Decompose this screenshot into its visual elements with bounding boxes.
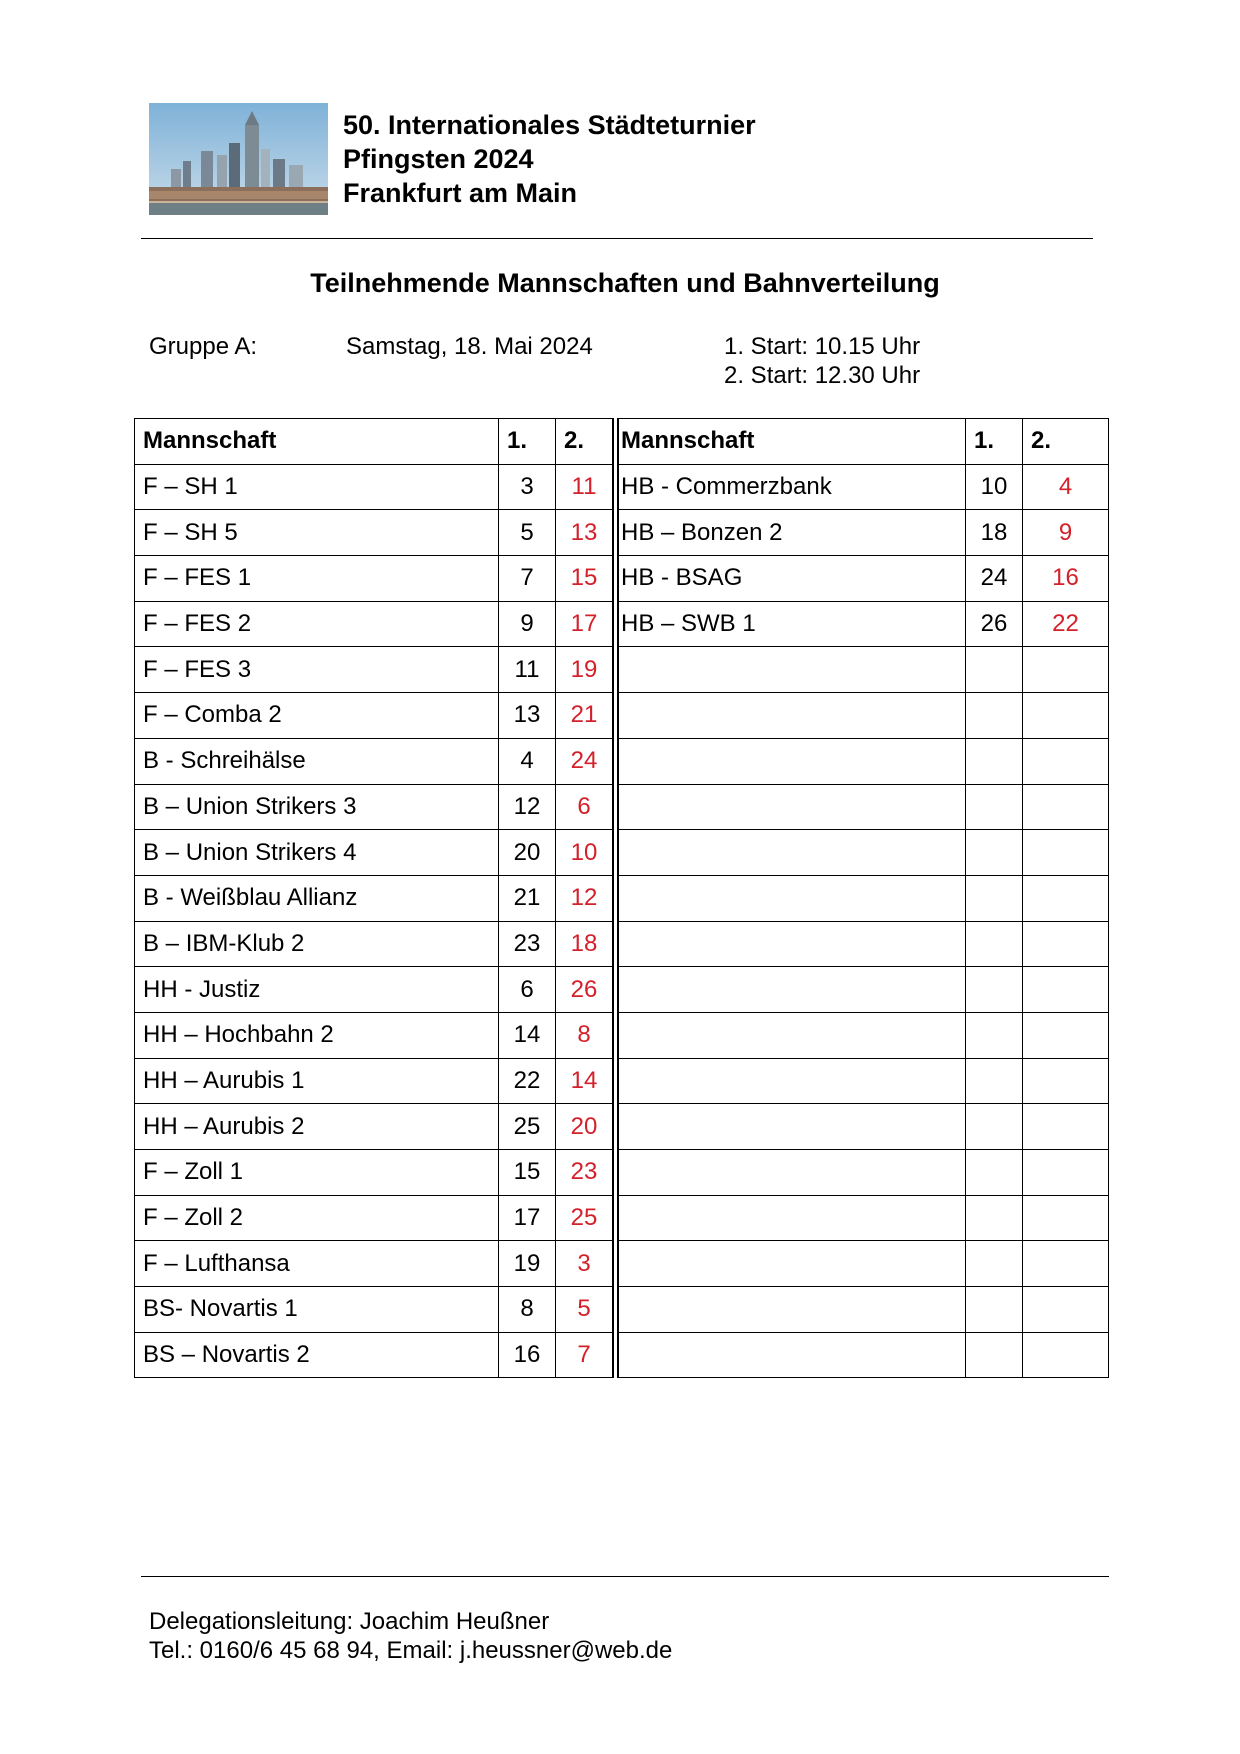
- team-left: F – FES 2: [135, 601, 499, 647]
- first-start-lane-left: 12: [499, 784, 556, 830]
- second-start-lane-left: 6: [556, 784, 616, 830]
- first-start-lane-right: [966, 830, 1023, 876]
- second-start-lane-right: 4: [1023, 464, 1109, 510]
- table-row: [135, 1332, 1109, 1378]
- table-row: [135, 875, 1109, 921]
- first-start-lane-right: [966, 1287, 1023, 1333]
- first-start-lane-left: 7: [499, 556, 556, 602]
- first-start-lane-right: [966, 784, 1023, 830]
- first-start-lane-right: [966, 1104, 1023, 1150]
- second-start-lane-left: 10: [556, 830, 616, 876]
- table-row: [135, 510, 1109, 556]
- team-right: [616, 830, 966, 876]
- team-left: F – FES 3: [135, 647, 499, 693]
- header-second-right: 2.: [1023, 419, 1109, 465]
- second-start-lane-left: 15: [556, 556, 616, 602]
- first-start-lane-left: 6: [499, 967, 556, 1013]
- first-start-lane-right: [966, 647, 1023, 693]
- team-right: [616, 1150, 966, 1196]
- team-left: F – FES 1: [135, 556, 499, 602]
- team-left: HH – Hochbahn 2: [135, 1012, 499, 1058]
- contact-info: Tel.: 0160/6 45 68 94, Email: j.heussner@web.de: [149, 1637, 673, 1664]
- header-first-right: 1.: [966, 419, 1023, 465]
- team-left: HH – Aurubis 2: [135, 1104, 499, 1150]
- first-start-lane-left: 15: [499, 1150, 556, 1196]
- second-start-lane-right: [1023, 830, 1109, 876]
- table-row: [135, 1104, 1109, 1150]
- first-start-lane-right: [966, 1058, 1023, 1104]
- second-start-lane-right: [1023, 1287, 1109, 1333]
- first-start-lane-left: 20: [499, 830, 556, 876]
- page-heading: Teilnehmende Mannschaften und Bahnverteilung: [310, 268, 940, 298]
- team-left: BS – Novartis 2: [135, 1332, 499, 1378]
- team-right: [616, 875, 966, 921]
- event-date: Samstag, 18. Mai 2024: [346, 333, 593, 360]
- second-start-lane-right: [1023, 1241, 1109, 1287]
- team-right: HB - Commerzbank: [616, 464, 966, 510]
- first-start-lane-left: 8: [499, 1287, 556, 1333]
- team-left: B – IBM-Klub 2: [135, 921, 499, 967]
- first-start-lane-right: [966, 738, 1023, 784]
- first-start-lane-right: [966, 693, 1023, 739]
- first-start-lane-left: 19: [499, 1241, 556, 1287]
- table-header-row: [135, 419, 1109, 465]
- table-row: [135, 1195, 1109, 1241]
- second-start-lane-right: [1023, 693, 1109, 739]
- team-right: HB - BSAG: [616, 556, 966, 602]
- first-start-lane-left: 13: [499, 693, 556, 739]
- team-left: BS- Novartis 1: [135, 1287, 499, 1333]
- second-start-lane-right: [1023, 1195, 1109, 1241]
- team-right: [616, 1058, 966, 1104]
- first-start-lane-left: 21: [499, 875, 556, 921]
- table-row: [135, 1287, 1109, 1333]
- team-left: B – Union Strikers 4: [135, 830, 499, 876]
- second-start-lane-left: 14: [556, 1058, 616, 1104]
- first-start-lane-right: [966, 1150, 1023, 1196]
- second-start-lane-right: [1023, 1150, 1109, 1196]
- skyline-graphic: [149, 103, 328, 215]
- team-left: HH - Justiz: [135, 967, 499, 1013]
- top-divider: [141, 238, 1093, 239]
- first-start-time: 1. Start: 10.15 Uhr: [724, 333, 921, 360]
- second-start-lane-left: 3: [556, 1241, 616, 1287]
- team-right: [616, 921, 966, 967]
- second-start-lane-right: [1023, 875, 1109, 921]
- first-start-lane-left: 25: [499, 1104, 556, 1150]
- first-start-lane-right: [966, 1195, 1023, 1241]
- table-row: [135, 830, 1109, 876]
- team-right: [616, 1104, 966, 1150]
- team-left: B – Union Strikers 3: [135, 784, 499, 830]
- first-start-lane-left: 5: [499, 510, 556, 556]
- header-team-right: Mannschaft: [616, 419, 966, 465]
- second-start-lane-left: 11: [556, 464, 616, 510]
- second-start-lane-right: [1023, 647, 1109, 693]
- second-start-lane-left: 21: [556, 693, 616, 739]
- first-start-lane-left: 22: [499, 1058, 556, 1104]
- second-start-lane-right: 16: [1023, 556, 1109, 602]
- table-row: [135, 784, 1109, 830]
- table-row: [135, 921, 1109, 967]
- delegation-lead: Delegationsleitung: Joachim Heußner: [149, 1608, 550, 1635]
- table-row: [135, 1012, 1109, 1058]
- second-start-time: 2. Start: 12.30 Uhr: [724, 362, 921, 389]
- first-start-lane-right: 10: [966, 464, 1023, 510]
- second-start-lane-right: 22: [1023, 601, 1109, 647]
- second-start-lane-left: 19: [556, 647, 616, 693]
- second-start-lane-right: [1023, 1104, 1109, 1150]
- table-row: [135, 464, 1109, 510]
- frankfurt-skyline-photo: [149, 103, 328, 215]
- second-start-lane-left: 25: [556, 1195, 616, 1241]
- second-start-lane-right: [1023, 1332, 1109, 1378]
- second-start-lane-left: 13: [556, 510, 616, 556]
- table-row: [135, 601, 1109, 647]
- first-start-lane-right: [966, 1012, 1023, 1058]
- first-start-lane-right: [966, 1241, 1023, 1287]
- team-right: [616, 738, 966, 784]
- tournament-title: [343, 108, 756, 210]
- group-label: Gruppe A:: [149, 333, 258, 360]
- team-left: F – Zoll 1: [135, 1150, 499, 1196]
- first-start-lane-left: 11: [499, 647, 556, 693]
- first-start-lane-left: 17: [499, 1195, 556, 1241]
- second-start-lane-left: 17: [556, 601, 616, 647]
- team-right: [616, 1287, 966, 1333]
- second-start-lane-left: 18: [556, 921, 616, 967]
- team-left: F – Comba 2: [135, 693, 499, 739]
- table-row: [135, 647, 1109, 693]
- first-start-lane-left: 14: [499, 1012, 556, 1058]
- team-left: F – SH 5: [135, 510, 499, 556]
- second-start-lane-left: 26: [556, 967, 616, 1013]
- first-start-lane-right: 24: [966, 556, 1023, 602]
- title-line-2: Pfingsten 2024: [343, 144, 534, 174]
- team-left: F – SH 1: [135, 464, 499, 510]
- second-start-lane-right: 9: [1023, 510, 1109, 556]
- team-right: [616, 1012, 966, 1058]
- second-start-lane-right: [1023, 921, 1109, 967]
- second-start-lane-left: 23: [556, 1150, 616, 1196]
- team-right: [616, 967, 966, 1013]
- second-start-lane-left: 12: [556, 875, 616, 921]
- bottom-divider: [141, 1576, 1109, 1577]
- first-start-lane-right: 18: [966, 510, 1023, 556]
- first-start-lane-left: 4: [499, 738, 556, 784]
- table-row: [135, 1241, 1109, 1287]
- team-right: [616, 693, 966, 739]
- first-start-lane-left: 16: [499, 1332, 556, 1378]
- second-start-lane-right: [1023, 784, 1109, 830]
- lane-assignment-table: [134, 418, 1109, 1378]
- table-row: [135, 693, 1109, 739]
- first-start-lane-left: 3: [499, 464, 556, 510]
- team-left: B - Schreihälse: [135, 738, 499, 784]
- table-row: [135, 967, 1109, 1013]
- header-first-left: 1.: [499, 419, 556, 465]
- first-start-lane-right: [966, 875, 1023, 921]
- team-right: [616, 647, 966, 693]
- table-row: [135, 1058, 1109, 1104]
- first-start-lane-right: 26: [966, 601, 1023, 647]
- table-row: [135, 738, 1109, 784]
- second-start-lane-left: 8: [556, 1012, 616, 1058]
- second-start-lane-left: 20: [556, 1104, 616, 1150]
- team-left: F – Lufthansa: [135, 1241, 499, 1287]
- header-team-left: Mannschaft: [135, 419, 499, 465]
- second-start-lane-left: 5: [556, 1287, 616, 1333]
- table-row: [135, 556, 1109, 602]
- first-start-lane-right: [966, 1332, 1023, 1378]
- first-start-lane-right: [966, 921, 1023, 967]
- team-right: [616, 784, 966, 830]
- first-start-lane-right: [966, 967, 1023, 1013]
- table-row: [135, 1150, 1109, 1196]
- second-start-lane-right: [1023, 1058, 1109, 1104]
- first-start-lane-left: 9: [499, 601, 556, 647]
- team-left: F – Zoll 2: [135, 1195, 499, 1241]
- team-right: [616, 1241, 966, 1287]
- team-left: B - Weißblau Allianz: [135, 875, 499, 921]
- header-second-left: 2.: [556, 419, 616, 465]
- team-right: [616, 1195, 966, 1241]
- team-left: HH – Aurubis 1: [135, 1058, 499, 1104]
- team-right: [616, 1332, 966, 1378]
- team-right: HB – Bonzen 2: [616, 510, 966, 556]
- second-start-lane-right: [1023, 1012, 1109, 1058]
- second-start-lane-right: [1023, 967, 1109, 1013]
- second-start-lane-left: 24: [556, 738, 616, 784]
- title-line-1: 50. Internationales Städteturnier: [343, 110, 756, 140]
- team-right: HB – SWB 1: [616, 601, 966, 647]
- second-start-lane-left: 7: [556, 1332, 616, 1378]
- second-start-lane-right: [1023, 738, 1109, 784]
- title-line-3: Frankfurt am Main: [343, 178, 578, 208]
- first-start-lane-left: 23: [499, 921, 556, 967]
